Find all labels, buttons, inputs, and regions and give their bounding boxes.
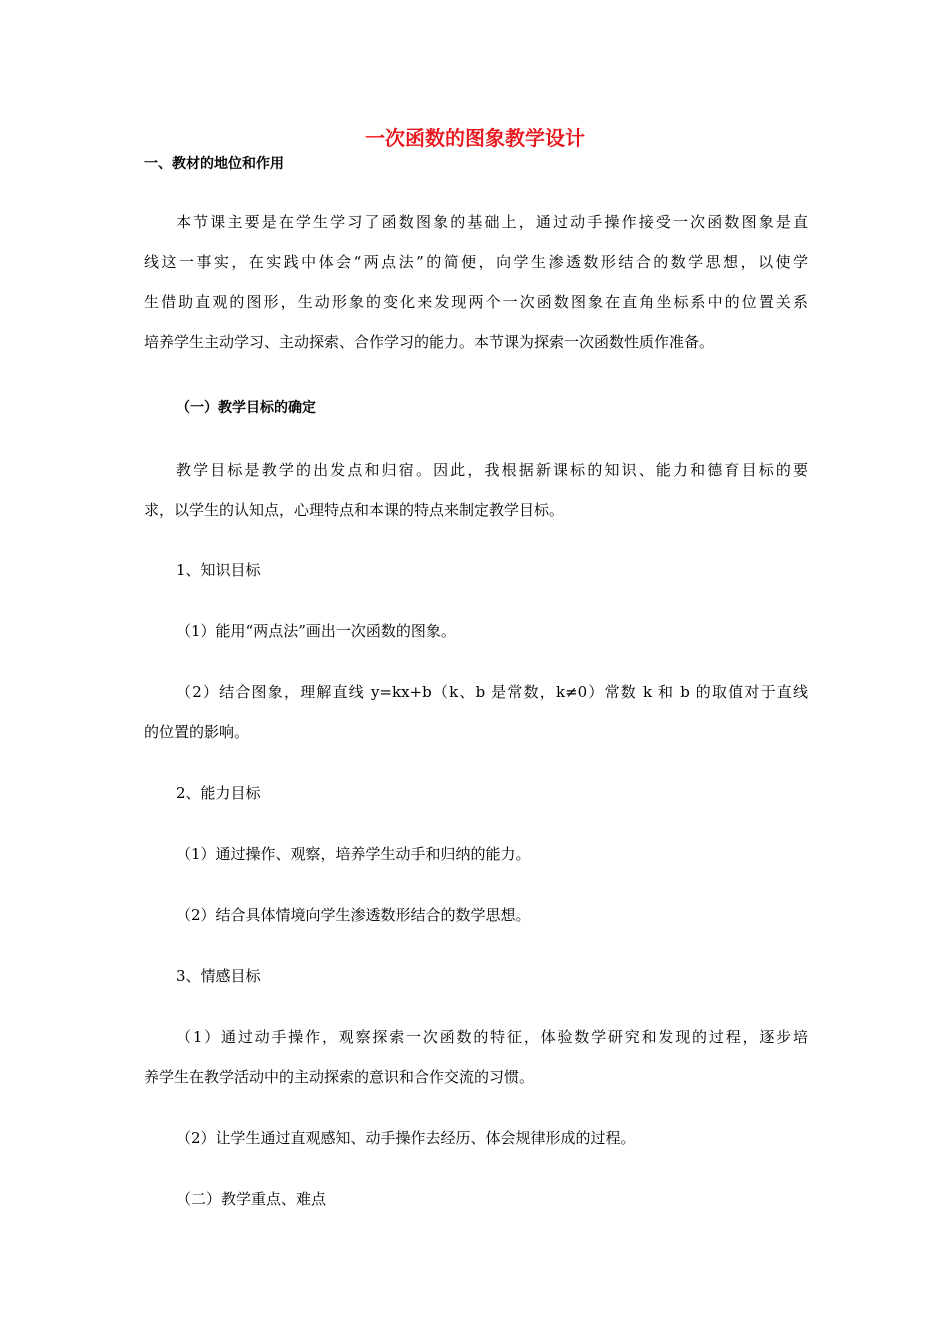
knowledge-goal-heading: 1、知识目标	[176, 561, 261, 579]
emotion-goal-item-1-line-2: 养学生在教学活动中的主动探索的意识和合作交流的习惯。	[144, 1068, 535, 1086]
intro-paragraph-line-3: 生借助直观的图形，生动形象的变化来发现两个一次函数图象在直角坐标系中的位置关系	[144, 293, 808, 311]
intro-paragraph-line-4: 培养学生主动学习、主动探索、合作学习的能力。本节课为探索一次函数性质作准备。	[144, 333, 715, 351]
intro-paragraph-line-1: 本节课主要是在学生学习了函数图象的基础上，通过动手操作接受一次函数图象是直	[176, 213, 808, 231]
subsection-heading-key-points: （二）教学重点、难点	[176, 1190, 327, 1208]
subsection-heading-teaching-goals: （一）教学目标的确定	[176, 400, 316, 416]
goals-paragraph-line-2: 求，以学生的认知点，心理特点和本课的特点来制定教学目标。	[144, 501, 565, 519]
ability-goal-item-2: （2）结合具体情境向学生渗透数形结合的数学思想。	[176, 906, 531, 924]
ability-goal-item-1: （1）通过操作、观察，培养学生动手和归纳的能力。	[176, 845, 531, 863]
emotion-goal-heading: 3、情感目标	[176, 967, 261, 985]
emotion-goal-item-2: （2）让学生通过直观感知、动手操作去经历、体会规律形成的过程。	[176, 1129, 636, 1147]
section-heading-textbook-role: 一、教材的地位和作用	[144, 156, 284, 172]
knowledge-goal-item-1: （1）能用“两点法”画出一次函数的图象。	[176, 622, 456, 640]
emotion-goal-item-1-line-1: （1）通过动手操作，观察探索一次函数的特征，体验数学研究和发现的过程，逐步培	[176, 1028, 808, 1046]
knowledge-goal-item-2-line-1: （2）结合图象，理解直线 y=kx+b（k、b 是常数，k≠0）常数 k 和 b 的取值对于直线	[176, 683, 808, 701]
document-title: 一次函数的图象教学设计	[365, 126, 585, 150]
goals-paragraph-line-1: 教学目标是教学的出发点和归宿。因此，我根据新课标的知识、能力和德育目标的要	[176, 461, 808, 479]
intro-paragraph-line-2: 线这一事实，在实践中体会“两点法”的简便，向学生渗透数形结合的数学思想，以使学	[144, 253, 808, 271]
knowledge-goal-item-2-line-2: 的位置的影响。	[144, 723, 250, 741]
ability-goal-heading: 2、能力目标	[176, 784, 261, 802]
